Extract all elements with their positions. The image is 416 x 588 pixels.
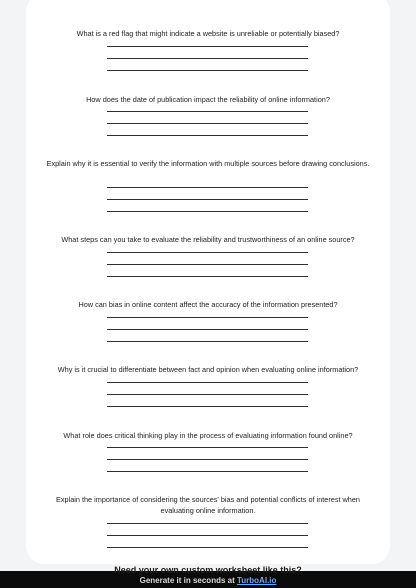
answer-line: [107, 187, 308, 188]
answer-line: [107, 547, 308, 548]
promo-headline: Need your own custom worksheet like this?: [114, 565, 302, 575]
question-1: What is a red flag that might indicate a website is unreliable or potentially biased?: [76, 29, 340, 38]
question-3: Explain why it is essential to verify the information with multiple sources before drawing conclusions.: [46, 159, 370, 168]
answer-line: [107, 382, 308, 383]
worksheet-page: [26, 0, 390, 564]
answer-line: [107, 58, 308, 59]
question-5: How can bias in online content affect the accuracy of the information presented?: [78, 300, 338, 309]
answer-line: [107, 447, 308, 448]
question-7: What role does critical thinking play in the process of evaluating information found online?: [63, 431, 353, 440]
answer-line: [107, 252, 308, 253]
answer-line: [107, 394, 308, 395]
answer-line: [107, 406, 308, 407]
answer-line: [107, 459, 308, 460]
answer-line: [107, 471, 308, 472]
answer-line: [107, 70, 308, 71]
answer-line: [107, 135, 308, 136]
answer-line: [107, 46, 308, 47]
answer-line: [107, 264, 308, 265]
answer-line: [107, 211, 308, 212]
answer-line: [107, 329, 308, 330]
answer-line: [107, 123, 308, 124]
question-6: Why is it crucial to differentiate between fact and opinion when evaluating online information?: [57, 365, 359, 374]
answer-line: [107, 341, 308, 342]
question-4: What steps can you take to evaluate the reliability and trustworthiness of an online source?: [61, 235, 355, 244]
answer-line: [107, 276, 308, 277]
promo-link[interactable]: TurboAI.io: [236, 576, 277, 585]
answer-line: [107, 523, 308, 524]
question-2: How does the date of publication impact the reliability of online information?: [86, 95, 330, 104]
promo-text: [0, 576, 416, 586]
promo-prompt: Generate it in seconds at: [139, 576, 235, 585]
answer-line: [107, 535, 308, 536]
promo-footer: [0, 565, 416, 588]
answer-line: [107, 111, 308, 112]
answer-line: [107, 317, 308, 318]
answer-line: [107, 199, 308, 200]
question-8: Explain the importance of considering the sources' bias and potential conflicts of interest when evaluating online information.: [56, 495, 360, 515]
